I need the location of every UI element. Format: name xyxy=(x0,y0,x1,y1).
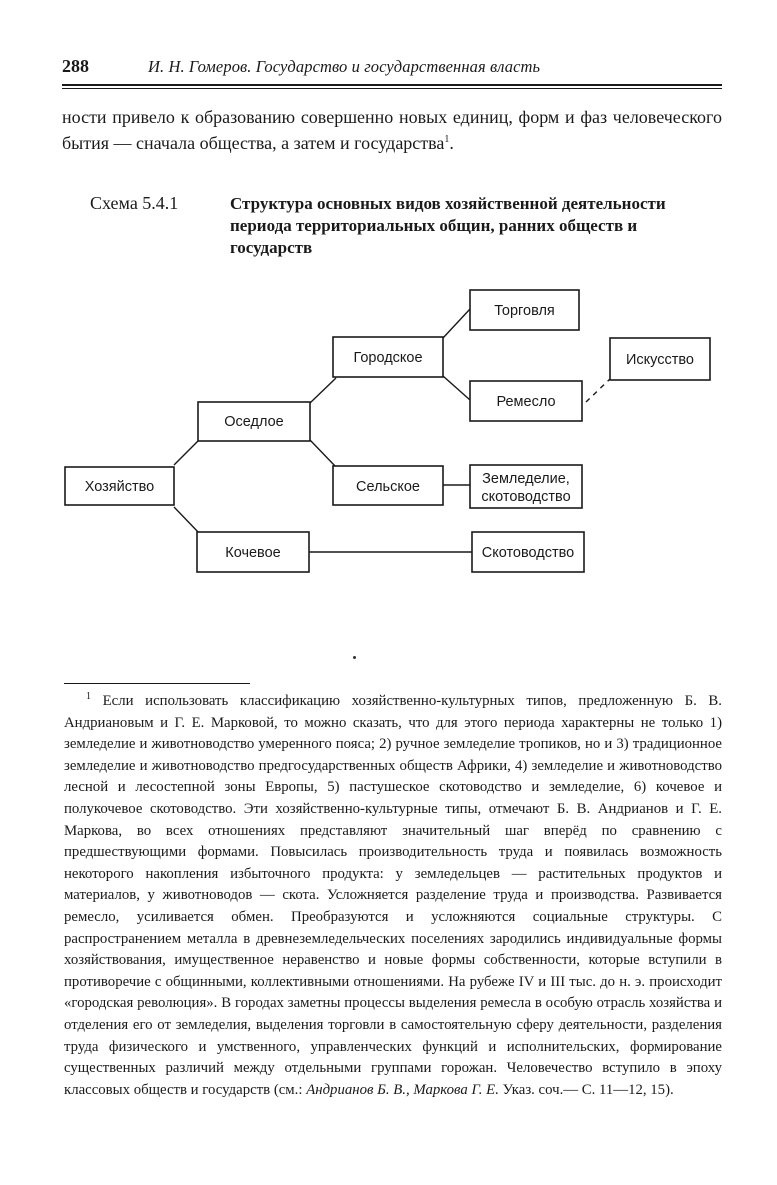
intro-text: ности привело к образованию совершенно новых единиц, форм и фаз человеческого бытия — сначала общества, а затем и государства xyxy=(62,107,722,153)
box-art-label: Искусство xyxy=(625,352,695,368)
box-farming xyxy=(470,465,582,508)
footnote-text: Если использовать классификацию хозяйственно-культурных типов, предложенную Б. В. Андриановым и Г. Е. Марковой, то можно сказать, что для этого периода характерны не только 1) земледелие и животноводство умеренного пояса; 2) ручное земледелие тропиков, но и 3) традиционное земледелие и животноводство предгосударственных обществ Африки, 4) земледелие и животноводство лесной и лесостепной зоны Европы, 5) пастушеское скотоводство и земледелие, 6) кочевое и полукочевое скотоводство. Эти хозяйственно-культурные типы, отмечают Б. В. Андрианов и Г. Е. Маркова, во всех отношениях представляют значительный шаг вперёд по сравнению с предшествующими формами. Повысилась производительность труда и появилась возможность некоторого накопления избыточного продукта: у земледельцев — растительных продуктов и материалов, у животноводов — скота. Усложняется разделение труда и производства. Развивается ремесло, усиливается обмен. Преобразуются и усложняются социальные структуры. С распространением металла в древнеземледельческих поселениях зародились индивидуальные формы хозяйствования, имущественное неравенство и новые формы собственности, которые вступили в противоречие с общинными, коллективными отношениями. На рубеже IV и III тыс. до н. э. происходит «городская революция». В городах заметны процессы выделения ремесла в особую отрасль хозяйства и отделения его от земледелия, выделения торговли в самостоятельную сферу деятельности, разделения труда физического и умственного, управленческих функций и исполнительских, формирование существенных различий между отдельными группами горожан. Человечество вступило в эпоху классовых обществ и государств (см.: xyxy=(64,693,722,1098)
connector-craft-art xyxy=(586,377,612,402)
intro-end: . xyxy=(449,133,454,153)
box-farming-label-2: скотоводство xyxy=(481,489,571,505)
schema-label: Схема 5.4.1 xyxy=(90,193,179,213)
page-header xyxy=(62,52,722,82)
box-sedentary-label: Оседлое xyxy=(224,414,284,430)
box-farming-label-1: Земледелие, xyxy=(482,471,570,487)
box-nomadic-label: Кочевое xyxy=(225,545,281,561)
box-nomadic xyxy=(197,532,309,572)
connector-sedentary-urban xyxy=(310,378,336,403)
box-art xyxy=(610,338,710,380)
connector-sedentary-rural xyxy=(310,440,336,467)
footnote-ref-authors: Андрианов Б. В., Маркова Г. Е. xyxy=(306,1081,499,1098)
box-urban-label: Городское xyxy=(353,350,423,366)
box-trade-label: Торговля xyxy=(494,303,555,319)
footnote-reference[interactable]: 1 xyxy=(444,134,450,145)
connector-root-sedentary xyxy=(174,439,200,465)
box-economy xyxy=(65,467,174,505)
box-sedentary xyxy=(198,402,310,441)
connector-urban-trade xyxy=(443,309,470,338)
box-craft-label: Ремесло xyxy=(496,394,556,410)
intro-paragraph xyxy=(62,104,722,156)
footnote-rule xyxy=(64,683,250,684)
box-rural-label: Сельское xyxy=(356,479,420,495)
running-title: И. Н. Гомеров. Государство и государственная власть xyxy=(148,57,541,76)
stray-dot xyxy=(353,656,356,659)
economy-structure-diagram xyxy=(0,280,777,600)
header-rule-thin xyxy=(62,88,722,89)
connector-root-nomadic xyxy=(174,507,200,534)
footnote-marker: 1 xyxy=(86,691,91,703)
box-rural xyxy=(333,466,443,505)
footnote xyxy=(64,691,722,1101)
box-trade xyxy=(470,290,579,330)
box-economy-label: Хозяйство xyxy=(84,479,155,495)
box-herding-label: Скотоводство xyxy=(481,545,575,561)
box-craft xyxy=(470,381,582,421)
box-urban xyxy=(333,337,443,377)
header-rule xyxy=(62,84,722,86)
schema-title: Структура основных видов хозяйственной деятельности периода территориальных общин, ранних обществ и государств xyxy=(230,194,666,257)
connector-urban-craft xyxy=(443,376,470,400)
box-herding xyxy=(472,532,584,572)
page-number: 288 xyxy=(62,56,89,76)
footnote-text-end: Указ. соч.— С. 11—12, 15). xyxy=(498,1081,674,1098)
